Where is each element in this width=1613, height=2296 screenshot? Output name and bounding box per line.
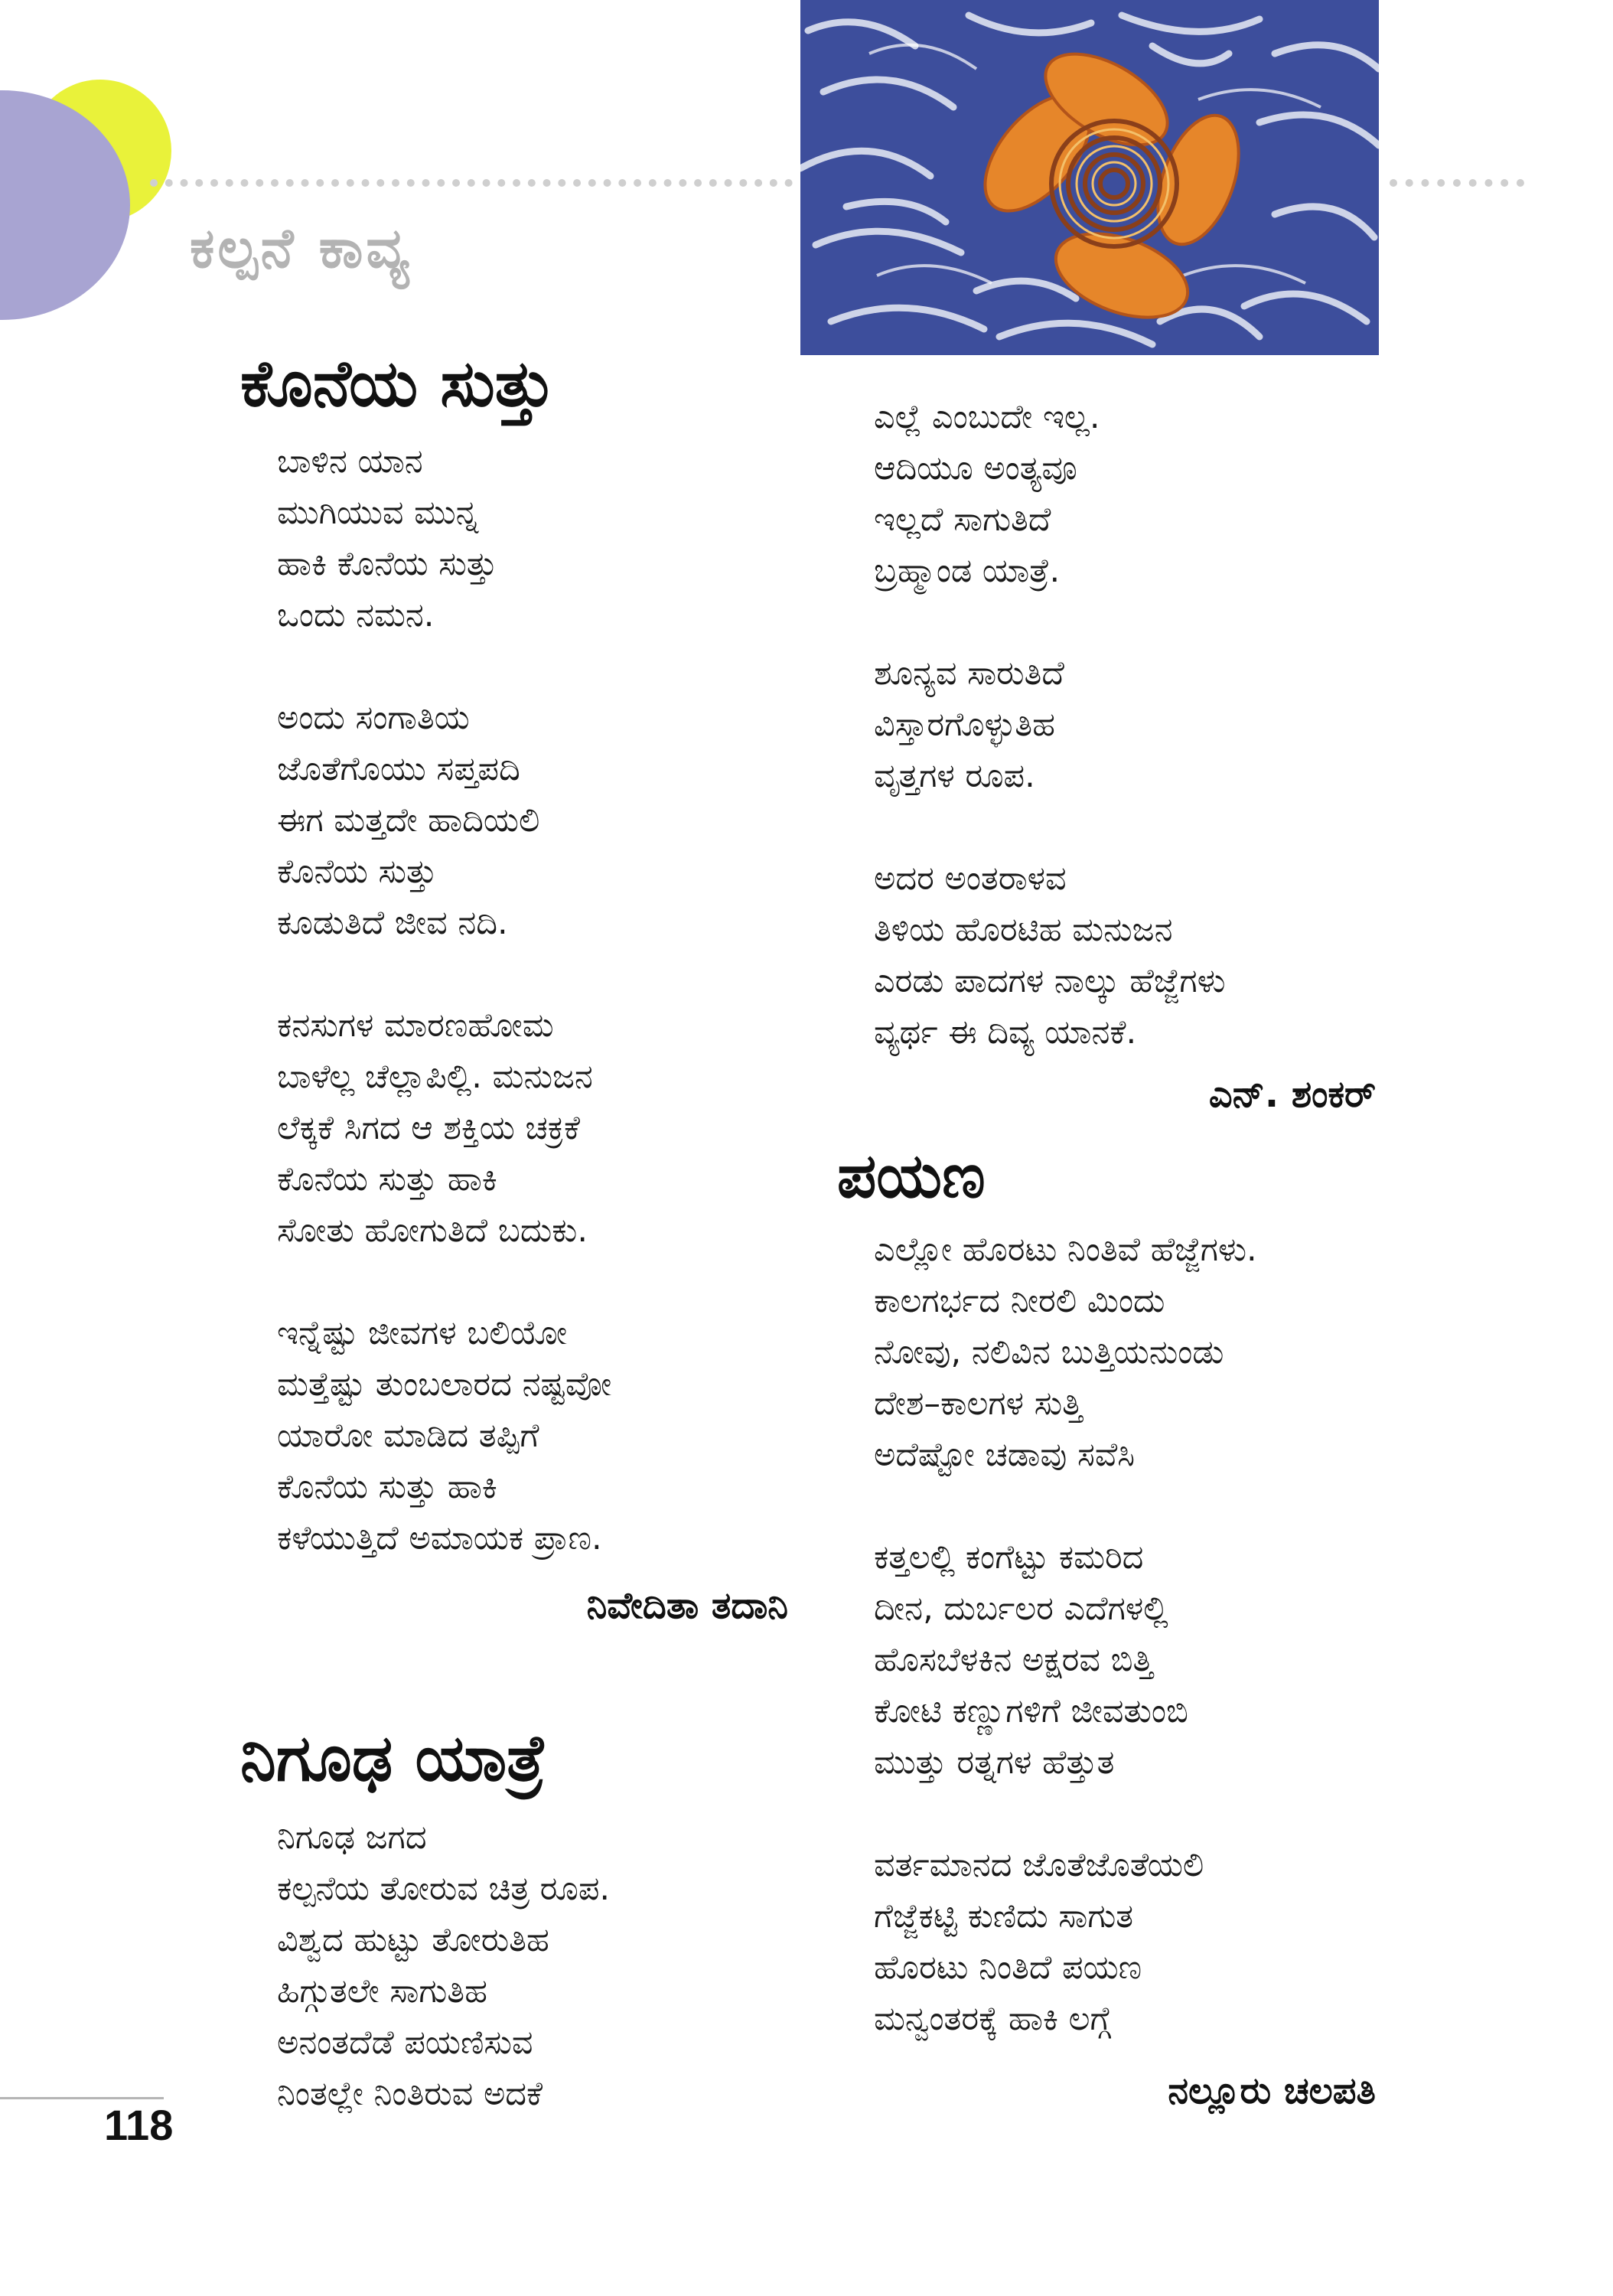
poem-line: ಅದರ ಅಂತರಾಳವ (874, 859, 1067, 898)
poem-line: ಅದೆಷ್ಟೋ ಚಡಾವು ಸವೆಸಿ (874, 1436, 1136, 1474)
poem-line: ಮುತ್ತು ರತ್ನಗಳ ಹೆತ್ತುತ (874, 1743, 1115, 1782)
poem-title: ನಿಗೂಢ ಯಾತ್ರೆ (240, 1720, 546, 1795)
poem-line: ಮನ್ವಂತರಕ್ಕೆ ಹಾಕಿ ಲಗ್ಗೆ (874, 2000, 1111, 2038)
poem-line: ಕನಸುಗಳ ಮಾರಣಹೋಮ (277, 1006, 554, 1045)
header-dotted-rule (150, 179, 793, 187)
poem-line: ಅನಂತದೆಡೆ ಪಯಣಿಸುವ (277, 2024, 533, 2062)
poem-body (277, 436, 611, 1564)
poem-line: ಕೋಟಿ ಕಣ್ಣುಗಳಿಗೆ ಜೀವತುಂಬಿ (874, 1692, 1188, 1730)
poem-line: ತಿಳಿಯ ಹೊರಟಿಹ ಮನುಜನ (874, 911, 1173, 949)
poem-line: ವಿಶ್ವದ ಹುಟ್ಟು ತೋರುತಿಹ (277, 1921, 549, 1959)
poem-line: ಮುಗಿಯುವ ಮುನ್ನ (277, 494, 479, 532)
poem-line: ಹಿಗ್ಗುತಲೇ ಸಾಗುತಿಹ (277, 1972, 487, 2011)
poem-line: ಜೊತೆಗೊಯು ಸಪ್ತಪದಿ (277, 750, 520, 788)
poem-body-continued (874, 392, 1226, 1058)
footer-rule (0, 2097, 164, 2099)
poem-line: ಕಾಲಗರ್ಭದ ನೀರಲಿ ಮಿಂದು (874, 1282, 1165, 1320)
section-tag: ಕಲ್ಪನೆ ಕಾವ್ಯ (190, 216, 412, 280)
poem-line: ಈಗ ಮತ್ತದೇ ಹಾದಿಯಲಿ (277, 801, 540, 840)
poem-line: ಇನ್ನೆಷ್ಟು ಜೀವಗಳ ಬಲಿಯೋ (277, 1314, 568, 1352)
page-number: 118 (104, 2101, 174, 2149)
poem-line: ಇಲ್ಲದೆ ಸಾಗುತಿದೆ (874, 501, 1051, 539)
poem-author: ನಿವೇದಿತಾ ತದಾನಿ (586, 1584, 788, 1627)
poem-line: ವ್ಯರ್ಥ ಈ ದಿವ್ಯ ಯಾನಕೆ. (874, 1013, 1137, 1052)
poem-line: ಹಾಕಿ ಕೊನೆಯ ಸುತ್ತು (277, 545, 497, 583)
poem-author: ನಲ್ಲೂರು ಚಲಪತಿ (1168, 2069, 1376, 2112)
poem-line: ನಿಂತಲ್ಲೇ ನಿಂತಿರುವ ಅದಕೆ (277, 2075, 543, 2113)
poem-line: ಕೊನೆಯ ಸುತ್ತು ಹಾಕಿ (277, 1468, 497, 1506)
poem-title: ಕೊನೆಯ ಸುತ್ತು (240, 346, 556, 421)
poem-author: ಎನ್. ಶಂಕರ್ (1208, 1073, 1376, 1116)
poem-line: ವಿಸ್ತಾರಗೊಳ್ಳುತಿಹ (874, 706, 1055, 744)
poem-line: ಎರಡು ಪಾದಗಳ ನಾಲ್ಕು ಹೆಜ್ಜೆಗಳು (874, 962, 1226, 1000)
poem-line: ಕಲ್ಪನೆಯ ತೋರುವ ಚಿತ್ರ ರೂಪ. (277, 1870, 611, 1908)
poem-line: ಕಳೆಯುತ್ತಿದೆ ಅಮಾಯಕ ಪ್ರಾಣ. (277, 1519, 602, 1557)
stanza-break (277, 641, 611, 693)
poem-line: ಒಂದು ನಮನ. (277, 596, 435, 634)
poem-line: ಕತ್ತಲಲ್ಲಿ ಕಂಗೆಟ್ಟು ಕಮರಿದ (874, 1538, 1144, 1577)
stanza-break (874, 802, 1226, 853)
poem-line: ವೃತ್ತಗಳ ರೂಪ. (874, 757, 1035, 795)
poem-line: ಕೊನೆಯ ಸುತ್ತು (277, 853, 438, 891)
stanza-break (277, 1257, 611, 1308)
poem-line: ಎಲ್ಲೋ ಹೊರಟು ನಿಂತಿವೆ ಹೆಜ್ಜೆಗಳು. (874, 1231, 1257, 1269)
poem-line: ನೋವು, ನಲಿವಿನ ಬುತ್ತಿಯನುಂಡು (874, 1333, 1224, 1371)
poem-line: ಕೊನೆಯ ಸುತ್ತು ಹಾಕಿ (277, 1160, 497, 1199)
poem-body (874, 1225, 1257, 2045)
poem-line: ಯಾರೋ ಮಾಡಿದ ತಪ್ಪಿಗೆ (277, 1417, 539, 1455)
stanza-break (874, 1481, 1257, 1532)
poem-line: ಗೆಜ್ಜೆಕಟ್ಟಿ ಕುಣಿದು ಸಾಗುತ (874, 1897, 1134, 1936)
footprints-spiral-artwork (800, 0, 1379, 355)
poem-line: ಆದಿಯೂ ಅಂತ್ಯವೂ (874, 449, 1077, 488)
stanza-break (874, 1789, 1257, 1840)
stanza-break (874, 597, 1226, 648)
poem-line: ಎಲ್ಲೆ ಎಂಬುದೇ ಇಲ್ಲ. (874, 398, 1100, 436)
poem-line: ಲೆಕ್ಕಕೆ ಸಿಗದ ಆ ಶಕ್ತಿಯ ಚಕ್ರಕೆ (277, 1109, 581, 1147)
header-dotted-rule-right (1390, 179, 1524, 187)
poem-line: ದೇಶ–ಕಾಲಗಳ ಸುತ್ತಿ (874, 1384, 1083, 1423)
poem-line: ಬ್ರಹ್ಮಾಂಡ ಯಾತ್ರೆ. (874, 552, 1061, 590)
poem-body (277, 1812, 610, 2120)
poem-line: ಕೂಡುತಿದೆ ಜೀವ ನದಿ. (277, 904, 508, 942)
poem-line: ದೀನ, ದುರ್ಬಲರ ಎದೆಗಳಲ್ಲಿ (874, 1590, 1168, 1628)
poem-line: ಬಾಳಿನ ಯಾನ (277, 442, 423, 481)
poem-line: ಮತ್ತೆಷ್ಟು ತುಂಬಲಾರದ ನಷ್ಟವೋ (277, 1365, 612, 1404)
poem-line: ಹೊರಟು ನಿಂತಿದೆ ಪಯಣ (874, 1949, 1142, 1987)
poem-line: ಹೊಸಬೆಳಕಿನ ಅಕ್ಷರವ ಬಿತ್ತಿ (874, 1641, 1153, 1679)
poem-line: ವರ್ತಮಾನದ ಜೊತೆಜೊತೆಯಲಿ (874, 1846, 1204, 1884)
poem-line: ಸೋತು ಹೋಗುತಿದೆ ಬದುಕು. (277, 1212, 588, 1250)
poem-line: ಶೂನ್ಯವ ಸಾರುತಿದೆ (874, 654, 1064, 693)
poem-line: ಬಾಳೆಲ್ಲ ಚೆಲ್ಲಾಪಿಲ್ಲಿ. ಮನುಜನ (277, 1058, 593, 1096)
poem-title: ಪಯಣ (837, 1140, 986, 1212)
poem-line: ನಿಗೂಢ ಜಗದ (277, 1818, 427, 1857)
stanza-break (277, 949, 611, 1000)
poem-line: ಅಂದು ಸಂಗಾತಿಯ (277, 699, 470, 737)
